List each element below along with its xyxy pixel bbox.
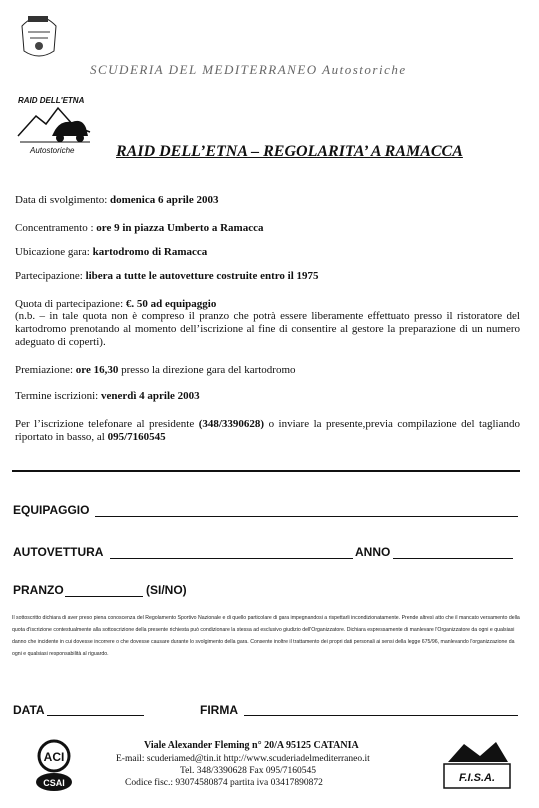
pranzo-hint: (SI/NO) (146, 583, 187, 597)
logo-caption-top: RAID DELL'ETNA (18, 96, 85, 105)
info-ubicazione-value: kartodromo di Ramacca (92, 246, 208, 258)
disclaimer: Il sottoscritto dichiara di aver preso piena conoscenza del Regolamento Sportivo Nazionale e di quello particolare di gara impegnandosi a rispettarli incondizionatamente. Prende altresì atto che il mancato versamento della quota d'iscrizione contestualmente alla sottoscrizione della presente richiesta può condizionare la stessa ad esclusivo giudizio dell'Organizzatore. Dichiara espressamente di manlevare l'Organizzatore da ogni e qualsiasi danno che incidente in cui dovesse incorrere o che dovesse causare durante lo svolgimento della gara. Consente inoltre il trattamento dei propri dati personali ai sensi della legge 675/96, manlevando l'organizzazione da ogni e qualsiasi responsabilità al riguardo. (12, 615, 520, 657)
info-concentramento-value: ore 9 in piazza Umberto a Ramacca (96, 222, 264, 234)
raid-logo (14, 92, 96, 158)
logo-caption-bottom: Autostoriche (30, 146, 75, 155)
firma-label: FIRMA (200, 703, 238, 717)
info-quota (15, 298, 216, 310)
separator-rule (12, 470, 520, 472)
pranzo-field[interactable] (65, 596, 143, 597)
autovettura-field[interactable] (110, 558, 353, 559)
info-quota-label: Quota di partecipazione: (15, 298, 126, 310)
iscrizione-text1: Per l’iscrizione telefonare al presidente (15, 418, 199, 430)
pranzo-label: PRANZO (13, 583, 64, 597)
info-concentramento (15, 222, 263, 234)
fisa-logo (440, 738, 515, 796)
iscrizione-text (15, 418, 520, 444)
termine (15, 390, 200, 402)
iscrizione-text2: o inviare la presente,previa compilazione del tagliando riportato in basso, al (15, 418, 520, 443)
info-date (15, 194, 218, 206)
equipaggio-label: EQUIPAGGIO (13, 503, 90, 517)
equipaggio-field[interactable] (95, 516, 518, 517)
aci-csai-logo (32, 738, 76, 794)
info-date-label: Data di svolgimento: (15, 194, 111, 206)
svg-text:ACI: ACI (43, 750, 65, 764)
document-title: RAID DELL’ETNA – REGOLARITA’ A RAMACCA (116, 143, 463, 160)
firma-field[interactable] (244, 715, 518, 716)
club-crest (14, 6, 64, 61)
footer-cf: Codice fisc.: 93074580874 partita iva 03417890872 (125, 778, 323, 788)
quota-note: (n.b. – in tale quota non è compreso il pranzo che potrà essere liberamente effettuato presso il ristoratore del kartodromo prenotando al momento dell’iscrizione al fine di consentire al gestore la preparazione di un numero adeguato di coperti). (15, 310, 520, 348)
info-partecipazione (15, 270, 319, 282)
premiazione-value: ore 16,30 (75, 364, 119, 376)
info-concentramento-label: Concentramento : (15, 222, 97, 234)
footer-address: Viale Alexander Fleming n° 20/A 95125 CATANIA (144, 740, 359, 751)
premiazione (15, 364, 296, 376)
footer-email[interactable]: E-mail: scuderiamed@tin.it http://www.scuderiadelmediterraneo.it (116, 754, 370, 764)
svg-text:F.I.S.A.: F.I.S.A. (458, 772, 496, 784)
data-field[interactable] (47, 715, 144, 716)
info-date-value: domenica 6 aprile 2003 (110, 194, 219, 206)
club-name: SCUDERIA DEL MEDITERRANEO Autostoriche (90, 62, 407, 77)
premiazione-label: Premiazione: (15, 364, 76, 376)
info-partecipazione-value: libera a tutte le autovetture costruite entro il 1975 (85, 270, 319, 282)
anno-field[interactable] (393, 558, 513, 559)
info-partecipazione-label: Partecipazione: (15, 270, 86, 282)
termine-label: Termine iscrizioni: (15, 390, 101, 402)
footer-tel: Tel. 348/3390628 Fax 095/7160545 (180, 766, 317, 776)
info-ubicazione (15, 246, 207, 258)
info-ubicazione-label: Ubicazione gara: (15, 246, 93, 258)
premiazione-rest: presso la direzione gara del kartodromo (118, 364, 296, 376)
car-mountain-icon (14, 102, 96, 152)
termine-value: venerdì 4 aprile 2003 (100, 390, 200, 402)
data-label: DATA (13, 703, 45, 717)
autovettura-label: AUTOVETTURA (13, 545, 104, 559)
iscrizione-fax: 095/7160545 (107, 431, 166, 443)
svg-text:CSAI: CSAI (43, 778, 65, 788)
anno-label: ANNO (355, 545, 391, 559)
iscrizione-phone: (348/3390628) (198, 418, 265, 430)
info-quota-value: €. 50 ad equipaggio (125, 298, 217, 310)
